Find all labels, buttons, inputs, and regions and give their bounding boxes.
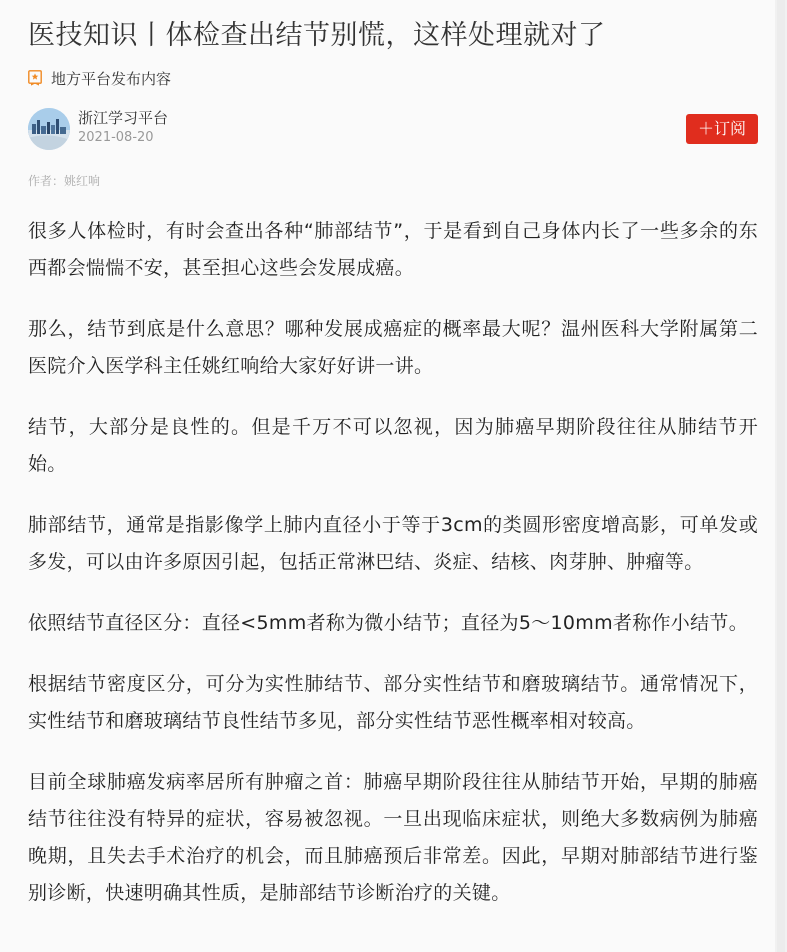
- scrollbar-thumb[interactable]: [777, 0, 785, 952]
- article-body: [28, 213, 758, 912]
- paragraph: 肺部结节，通常是指影像学上肺内直径小于等于3cm的类圆形密度增高影，可单发或多发，可以由许多原因引起，包括正常淋巴结、炎症、结核、肉芽肿、肿瘤等。: [28, 514, 758, 573]
- article-container: [28, 0, 758, 936]
- badge-star-icon: [28, 70, 42, 86]
- source-row: [28, 64, 758, 92]
- source-label: 地方平台发布内容: [51, 69, 172, 88]
- paragraph: 很多人体检时，有时会查出各种“肺部结节”，于是看到自己身体内长了一些多余的东西都会惴惴不安，甚至担心这些会发展成癌。: [28, 220, 758, 279]
- subscribe-button[interactable]: ＋订阅: [686, 114, 758, 144]
- author-byline: 作者：姚红响: [28, 174, 101, 188]
- paragraph: 根据结节密度区分，可分为实性肺结节、部分实性结节和磨玻璃结节。通常情况下，实性结节和磨玻璃结节良性结节多见，部分实性结节恶性概率相对较高。: [28, 673, 758, 732]
- paragraph: 结节，大部分是良性的。但是千万不可以忽视，因为肺癌早期阶段往往从肺结节开始。: [28, 416, 758, 475]
- author-row: [28, 108, 758, 156]
- account-name[interactable]: 浙江学习平台: [78, 109, 169, 127]
- scrollbar[interactable]: [775, 0, 787, 952]
- city-skyline-avatar-icon: [28, 108, 70, 150]
- paragraph: 依照结节直径区分：直径<5mm者称为微小结节；直径为5～10mm者称作小结节。: [28, 612, 749, 634]
- paragraph: 那么，结节到底是什么意思？哪种发展成癌症的概率最大呢？温州医科大学附属第二医院介入医学科主任姚红响给大家好好讲一讲。: [28, 318, 758, 377]
- avatar[interactable]: [28, 108, 70, 150]
- article-title: 医技知识丨体检查出结节别慌，这样处理就对了: [28, 20, 606, 51]
- paragraph: 目前全球肺癌发病率居所有肿瘤之首：肺癌早期阶段往往从肺结节开始，早期的肺癌结节往往没有特异的症状，容易被忽视。一旦出现临床症状，则绝大多数病例为肺癌晚期，且失去手术治疗的机会，而且肺癌预后非常差。因此，早期对肺部结节进行鉴别诊断，快速明确其性质，是肺部结节诊断治疗的关键。: [28, 771, 758, 904]
- publish-date: 2021-08-20: [78, 130, 154, 145]
